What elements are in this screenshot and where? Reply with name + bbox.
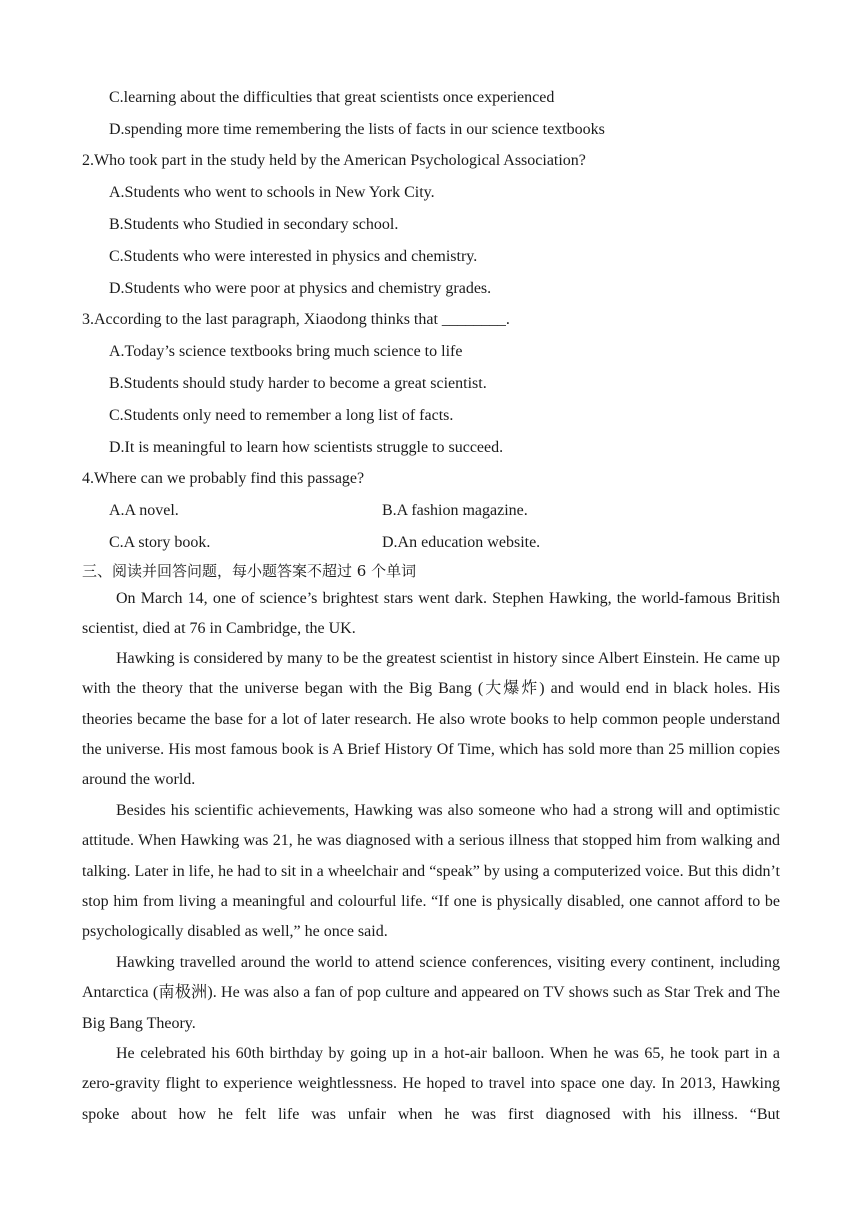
q1-option-d: D.spending more time remembering the lists of facts in our science textbooks (109, 121, 605, 138)
q4-question: 4.Where can we probably find this passage? (82, 470, 365, 487)
q2-option-a: A.Students who went to schools in New York City. (109, 184, 435, 201)
q3-option-b: B.Students should study harder to become a great scientist. (109, 375, 487, 392)
passage-paragraph-3: Besides his scientific achievements, Hawking was also someone who had a strong will and optimistic attitude. When Hawking was 21, he was diagnosed with a serious illness that stopped him from walking and talking. Later in life, he had to sit in a wheelchair and “speak” by using a computerized voice. But this didn’t stop him from living a meaningful and colourful life. “If one is physically disabled, one cannot afford to be psychologically disabled as well,” he once said. (82, 802, 780, 941)
passage-paragraph-2: Hawking is considered by many to be the greatest scientist in history since Albert Einstein. He came up with the theory that the universe began with the Big Bang (大爆炸) and would end in black holes. His theories became the base for a lot of later research. He also wrote books to help common people understand the universe. His most famous book is A Brief History Of Time, which has sold more than 25 million copies around the world. (82, 650, 780, 789)
passage-paragraph-4: Hawking travelled around the world to attend science conferences, visiting every continent, including Antarctica (南极洲). He was also a fan of pop culture and appeared on TV shows such as Star Trek and The Big Bang Theory. (82, 954, 780, 1032)
q3-question: 3.According to the last paragraph, Xiaodong thinks that ________. (82, 311, 510, 328)
q4-option-d: D.An education website. (382, 534, 541, 551)
section-3-heading: 三、阅读并回答问题，每小题答案不超过 6 个单词 (82, 562, 417, 580)
q4-option-a: A.A novel. (109, 502, 179, 519)
q3-option-a: A.Today’s science textbooks bring much science to life (109, 343, 463, 360)
q2-option-b: B.Students who Studied in secondary school. (109, 216, 399, 233)
q3-option-d: D.It is meaningful to learn how scientists struggle to succeed. (109, 439, 504, 456)
passage-paragraph-5: He celebrated his 60th birthday by going up in a hot-air balloon. When he was 65, he took part in a zero-gravity flight to experience weightlessness. He hoped to travel into space one day. In 2013, Hawking spoke about how he felt life was unfair when he was first diagnosed with his illness. “But (82, 1045, 780, 1123)
q2-option-c: C.Students who were interested in physics and chemistry. (109, 248, 478, 265)
q3-option-c: C.Students only need to remember a long list of facts. (109, 407, 454, 424)
q4-option-c: C.A story book. (109, 534, 211, 551)
passage-paragraph-1: On March 14, one of science’s brightest stars went dark. Stephen Hawking, the world-famous British scientist, died at 76 in Cambridge, the UK. (82, 590, 780, 638)
q2-question: 2.Who took part in the study held by the American Psychological Association? (82, 152, 586, 169)
q2-option-d: D.Students who were poor at physics and chemistry grades. (109, 280, 492, 297)
q1-option-c: C.learning about the difficulties that great scientists once experienced (109, 89, 555, 106)
q4-option-b: B.A fashion magazine. (382, 502, 528, 519)
